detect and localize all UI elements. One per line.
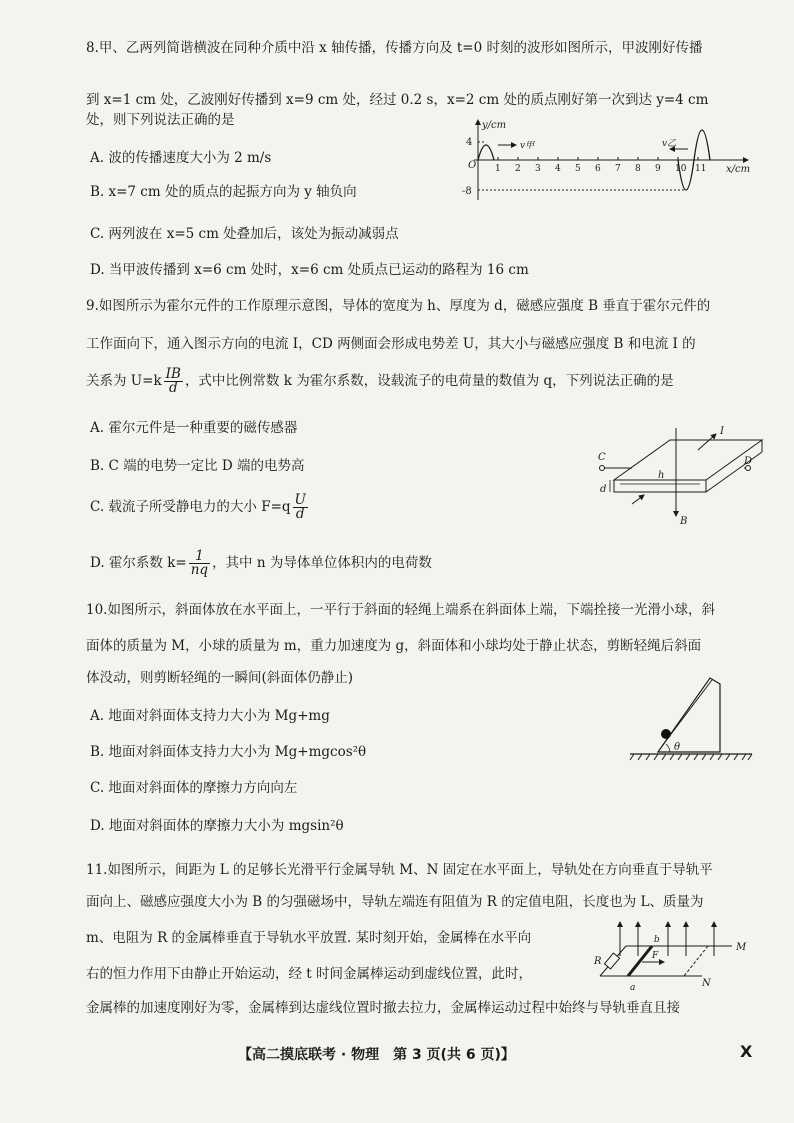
current-i-arrow [698, 434, 716, 450]
origin-label: O [468, 160, 477, 171]
x-tick-label: 9 [655, 164, 661, 174]
q9-stem-line2: 工作面向下，通入图示方向的电流 I，CD 两侧面会形成电势差 U，其大小与磁感应强度 B 和电流 I 的 [86, 336, 696, 352]
q10-option-c: C. 地面对斜面体的摩擦力方向向左 [90, 780, 298, 796]
label-d-terminal: D [744, 456, 753, 467]
q8-stem-line1: 8.甲、乙两列简谐横波在同种介质中沿 x 轴传播，传播方向及 t=0 时刻的波形如图所示，甲波刚好传播 [86, 40, 703, 56]
magnetic-field-arrows [620, 922, 714, 956]
q8-option-c: C. 两列波在 x=5 cm 处叠加后，该处为振动减弱点 [90, 226, 399, 242]
slab-side-edge [706, 452, 762, 492]
q9-option-c-fraction [293, 494, 308, 521]
label-m: M [736, 942, 747, 953]
v-jia-label: v甲 [520, 141, 535, 151]
q9-option-b: B. C 端的电势一定比 D 端的电势高 [90, 458, 305, 474]
q11-stem-line4: 右的恒力作用下由静止开始运动，经 t 时间金属棒运动到虚线位置，此时， [86, 966, 533, 982]
x-tick-label: 6 [595, 164, 601, 174]
q9-option-a: A. 霍尔元件是一种重要的磁传感器 [90, 420, 298, 436]
y-tick-4: 4 [466, 137, 473, 148]
metal-rod [628, 946, 652, 976]
q9-option-c-denominator: d [295, 506, 305, 522]
label-c: C [598, 452, 606, 463]
wave-jia [478, 145, 494, 160]
ground-hatching [630, 754, 752, 760]
q9-option-d-suffix: ，其中 n 为导体单位体积内的电荷数 [212, 555, 432, 571]
q8-option-a: A. 波的传播速度大小为 2 m/s [90, 150, 272, 166]
q10-incline-figure [628, 676, 768, 766]
label-current-i: I [720, 426, 724, 437]
label-b-field: B [680, 516, 688, 527]
y-axis-label: y/cm [482, 120, 507, 131]
q11-rail-figure [590, 916, 760, 996]
x-tick-label: 7 [615, 164, 621, 174]
target-dashed-line [684, 946, 708, 976]
label-thickness-d: d [600, 484, 607, 495]
label-n: N [702, 978, 711, 989]
q10-option-d: D. 地面对斜面体的摩擦力大小为 mgsin²θ [90, 818, 344, 834]
q10-stem-line1: 10.如图所示，斜面体放在水平面上，一平行于斜面的轻绳上端系在斜面体上端，下端拴接一光滑小球，斜 [86, 602, 715, 618]
x-tick-label: 4 [555, 164, 561, 174]
label-width-h: h [658, 470, 665, 481]
q9-option-c-prefix: C. 载流子所受静电力的大小 F=q [90, 499, 291, 515]
x-tick-label: 3 [535, 164, 541, 174]
q9-stem-line1: 9.如图所示为霍尔元件的工作原理示意图，导体的宽度为 h、厚度为 d，磁感应强度 B 垂直于霍尔元件的 [86, 298, 711, 314]
q8-option-d: D. 当甲波传播到 x=6 cm 处时，x=6 cm 处质点已运动的路程为 16 cm [90, 262, 529, 278]
q9-option-c [90, 494, 310, 521]
q9-formula-denominator: d [168, 380, 178, 396]
q8-option-b: B. x=7 cm 处的质点的起振方向为 y 轴负向 [90, 184, 357, 200]
c-terminal [600, 466, 605, 471]
q10-option-b: B. 地面对斜面体支持力大小为 Mg+mgcos²θ [90, 744, 367, 760]
q11-stem-line5: 金属棒的加速度刚好为零，金属棒到达虚线位置时撤去拉力，金属棒运动过程中始终与导轨垂直且接 [86, 1000, 680, 1016]
q9-option-d-prefix: D. 霍尔系数 k= [90, 555, 187, 571]
slab-front-face [614, 480, 706, 492]
x-tick-label: 1 [495, 164, 501, 174]
q8-stem-line2: 到 x=1 cm 处，乙波刚好传播到 x=9 cm 处，经过 0.2 s，x=2 cm 处的质点刚好第一次到达 y=4 cm [86, 92, 709, 108]
version-mark: X [740, 1042, 753, 1061]
label-r: R [594, 956, 602, 967]
q9-formula-numerator: IB [165, 366, 181, 382]
q9-hall-element-figure [596, 420, 766, 530]
q9-option-d [90, 550, 432, 577]
q9-stem3-suffix: ，式中比例常数 k 为霍尔系数，设载流子的电荷量的数值为 q，下列说法正确的是 [184, 373, 674, 389]
label-theta: θ [674, 742, 681, 753]
x-tick-label: 10 [675, 164, 687, 174]
label-f: F [652, 951, 659, 961]
v-yi-label: v乙 [662, 139, 677, 149]
q10-option-a: A. 地面对斜面体支持力大小为 Mg+mg [90, 708, 330, 724]
incline-body [658, 678, 720, 752]
q9-option-d-fraction [189, 550, 210, 577]
x-tick-label: 8 [635, 164, 641, 174]
page-footer: 【高二摸底联考 · 物理 第 3 页(共 6 页)】 [238, 1047, 515, 1063]
q10-stem-line3: 体没动，则剪断轻绳的一瞬间(斜面体仍静止) [86, 670, 354, 686]
x-tick-label: 5 [575, 164, 581, 174]
slab-top-face [614, 440, 762, 480]
label-b: b [654, 935, 660, 945]
current-in-arrow [632, 495, 644, 504]
q9-option-c-numerator: U [294, 492, 306, 508]
q10-stem-line2: 面体的质量为 M，小球的质量为 m，重力加速度为 g，斜面体和小球均处于静止状态，剪断轻绳后斜面 [86, 638, 702, 654]
q8-stem-line3: 处，则下列说法正确的是 [86, 112, 235, 128]
q9-stem-line3 [86, 368, 674, 395]
q11-stem-line2: 面向上、磁感应强度大小为 B 的匀强磁场中，导轨左端连有阻值为 R 的定值电阻，长度也为 L、质量为 [86, 894, 704, 910]
y-tick-minus8: -8 [462, 186, 472, 197]
q11-stem-line3: m、电阻为 R 的金属棒垂直于导轨水平放置. 某时刻开始，金属棒在水平向 [86, 930, 532, 946]
q8-wave-figure [460, 118, 760, 218]
q11-stem-line1: 11.如图所示，间距为 L 的足够长光滑平行金属导轨 M、N 固定在水平面上，导轨处在方向垂直于导轨平 [86, 862, 713, 878]
q9-formula-fraction [164, 368, 183, 395]
q9-stem3-prefix: 关系为 U=k [86, 373, 162, 389]
q9-option-d-numerator: 1 [189, 550, 210, 564]
ball [661, 729, 671, 739]
q9-option-d-denominator: nq [190, 562, 209, 578]
label-a: a [630, 983, 636, 993]
x-tick-label: 11 [695, 164, 707, 174]
x-axis-label: x/cm [726, 164, 751, 175]
angle-arc [666, 744, 670, 752]
x-tick-label: 2 [515, 164, 521, 174]
